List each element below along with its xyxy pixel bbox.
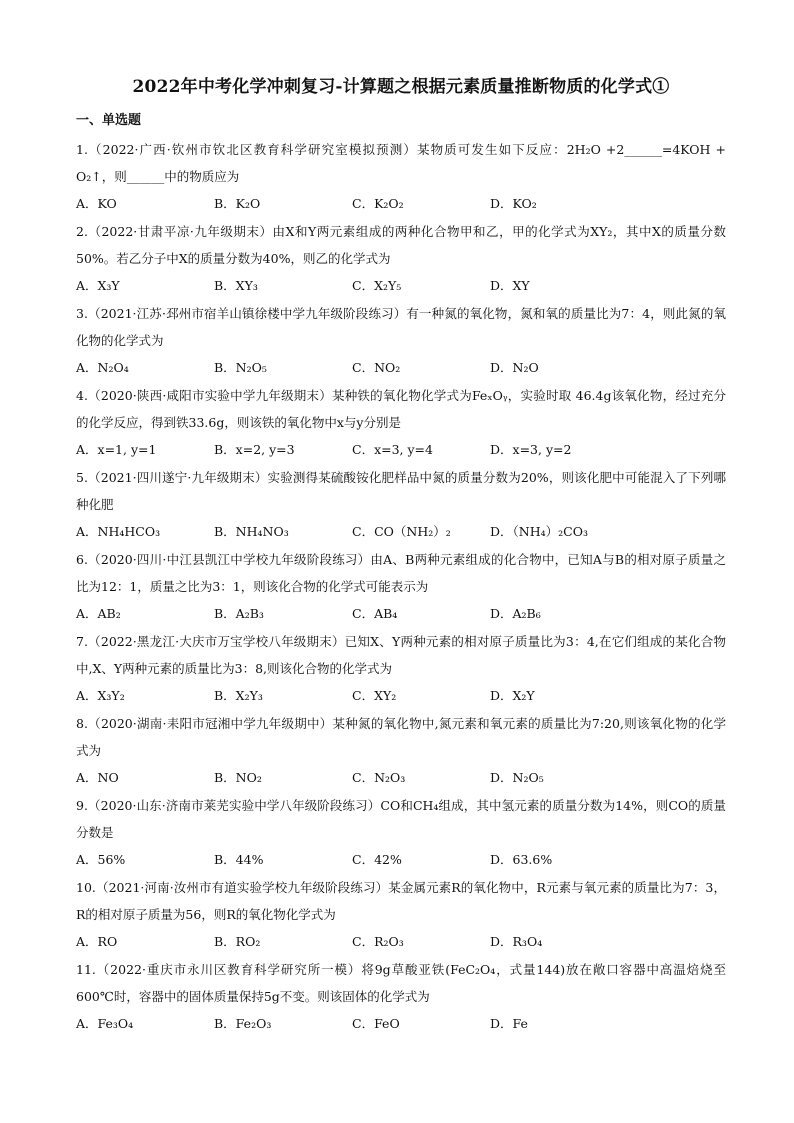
option-d: D．63.6%	[490, 852, 553, 867]
option-a: A．x=1, y=1	[76, 442, 157, 457]
option-b: B．RO₂	[214, 934, 261, 949]
option-c: C．AB₄	[352, 606, 398, 621]
option-row	[76, 354, 726, 381]
option-c: C．NO₂	[352, 360, 401, 375]
question-stem: 7.（2022·黑龙江·大庆市万宝学校八年级期末）已知X、Y两种元素的相对原子质量比为3：4,在它们组成的某化合物中,X、Y两种元素的质量比为3：8,则该化合物的化学式为	[76, 634, 726, 676]
option-a: A．KO	[76, 196, 117, 211]
question-stem: 1.（2022·广西·钦州市钦北区教育科学研究室模拟预测）某物质可发生如下反应：2H₂O +2______=4KOH + O₂↑，则______中的物质应为	[76, 142, 726, 184]
option-b: B．x=2, y=3	[214, 442, 295, 457]
option-row	[76, 600, 726, 627]
option-c: C．FeO	[352, 1016, 400, 1031]
question-1	[76, 136, 726, 217]
question-8	[76, 710, 726, 791]
option-b: B．Fe₂O₃	[214, 1016, 272, 1031]
option-b: B．X₂Y₃	[214, 688, 263, 703]
option-d: D．Fe	[490, 1016, 528, 1031]
option-row	[76, 272, 726, 299]
question-stem: 5.（2021·四川遂宁·九年级期末）实验测得某硫酸铵化肥样品中氮的质量分数为20%，则该化肥中可能混入了下列哪种化肥	[76, 470, 726, 512]
option-a: A．Fe₃O₄	[76, 1016, 134, 1031]
option-a: A．RO	[76, 934, 118, 949]
question-10	[76, 874, 726, 955]
option-c: C．N₂O₃	[352, 770, 406, 785]
question-11	[76, 956, 726, 1037]
option-row	[76, 682, 726, 709]
section-heading: 一、单选题	[76, 113, 142, 128]
option-a: A．NH₄HCO₃	[76, 524, 161, 539]
question-9	[76, 792, 726, 873]
option-row	[76, 928, 726, 955]
option-d: D．x=3, y=2	[490, 442, 572, 457]
question-3	[76, 300, 726, 381]
option-b: B．NO₂	[214, 770, 262, 785]
option-d: D．A₂B₆	[490, 606, 541, 621]
option-b: B．XY₃	[214, 278, 258, 293]
option-d: D．X₂Y	[490, 688, 535, 703]
option-c: C．X₂Y₅	[352, 278, 402, 293]
option-d: D．XY	[490, 278, 530, 293]
option-c: C．CO（NH₂）₂	[352, 524, 451, 539]
question-6	[76, 546, 726, 627]
option-a: A．NO	[76, 770, 119, 785]
question-stem: 6.（2020·四川·中江县凯江中学校九年级阶段练习）由A、B两种元素组成的化合物中，已知A与B的相对原子质量之比为12：1，质量之比为3：1，则该化合物的化学式可能表示为	[76, 552, 726, 594]
option-a: A．X₃Y	[76, 278, 120, 293]
option-c: C．x=3, y=4	[352, 442, 433, 457]
option-c: C．K₂O₂	[352, 196, 404, 211]
option-row	[76, 846, 726, 873]
document-title: 2022年中考化学冲刺复习-计算题之根据元素质量推断物质的化学式①	[132, 77, 670, 97]
document-page	[76, 72, 726, 1038]
question-2	[76, 218, 726, 299]
question-stem: 3.（2021·江苏·邳州市宿羊山镇徐楼中学九年级阶段练习）有一种氮的氧化物，氮和氧的质量比为7：4，则此氮的氧化物的化学式为	[76, 306, 726, 348]
option-b: B．44%	[214, 852, 264, 867]
option-d: D．N₂O	[490, 360, 539, 375]
question-4	[76, 382, 726, 463]
option-a: A．AB₂	[76, 606, 121, 621]
option-c: C．XY₂	[352, 688, 397, 703]
option-row	[76, 436, 726, 463]
question-stem: 2.（2022·甘肃平凉·九年级期末）由X和Y两元素组成的两种化合物甲和乙，甲的化学式为XY₂，其中X的质量分数50%。若乙分子中X的质量分数为40%，则乙的化学式为	[76, 224, 726, 266]
question-stem: 8.（2020·湖南·耒阳市冠湘中学九年级期中）某种氮的氧化物中,氮元素和氧元素的质量比为7:20,则该氧化物的化学式为	[76, 716, 726, 758]
option-row	[76, 518, 726, 545]
option-c: C．R₂O₃	[352, 934, 404, 949]
option-d: D．KO₂	[490, 196, 537, 211]
question-list	[76, 136, 726, 1037]
option-row	[76, 764, 726, 791]
option-b: B．K₂O	[214, 196, 261, 211]
option-a: A．56%	[76, 852, 126, 867]
question-7	[76, 628, 726, 709]
question-stem: 11.（2022·重庆市永川区教育科学研究所一模）将9g草酸亚铁(FeC₂O₄，式量144)放在敞口容器中高温焙烧至600℃时，容器中的固体质量保持5g不变。则该固体的化学式为	[76, 962, 726, 1004]
question-stem: 9.（2020·山东·济南市莱芜实验中学八年级阶段练习）CO和CH₄组成，其中氢元素的质量分数为14%，则CO的质量分数是	[76, 798, 726, 840]
option-b: B．NH₄NO₃	[214, 524, 289, 539]
option-d: D．（NH₄）₂CO₃	[490, 524, 588, 539]
question-stem: 10.（2021·河南·汝州市有道实验学校九年级阶段练习）某金属元素R的氧化物中，R元素与氧元素的质量比为7：3，R的相对原子质量为56，则R的氧化物化学式为	[76, 880, 726, 922]
option-b: B．A₂B₃	[214, 606, 264, 621]
option-a: A．N₂O₄	[76, 360, 129, 375]
question-stem: 4.（2020·陕西·咸阳市实验中学九年级期末）某种铁的氧化物化学式为FeₓOᵧ，实验时取 46.4g该氧化物，经过充分的化学反应，得到铁33.6g，则该铁的氧化物中x与y分别是	[76, 388, 726, 430]
option-b: B．N₂O₅	[214, 360, 267, 375]
option-d: D．N₂O₅	[490, 770, 544, 785]
option-c: C．42%	[352, 852, 402, 867]
option-d: D．R₃O₄	[490, 934, 543, 949]
option-row	[76, 190, 726, 217]
option-a: A．X₃Y₂	[76, 688, 125, 703]
question-5	[76, 464, 726, 545]
option-row	[76, 1010, 726, 1037]
